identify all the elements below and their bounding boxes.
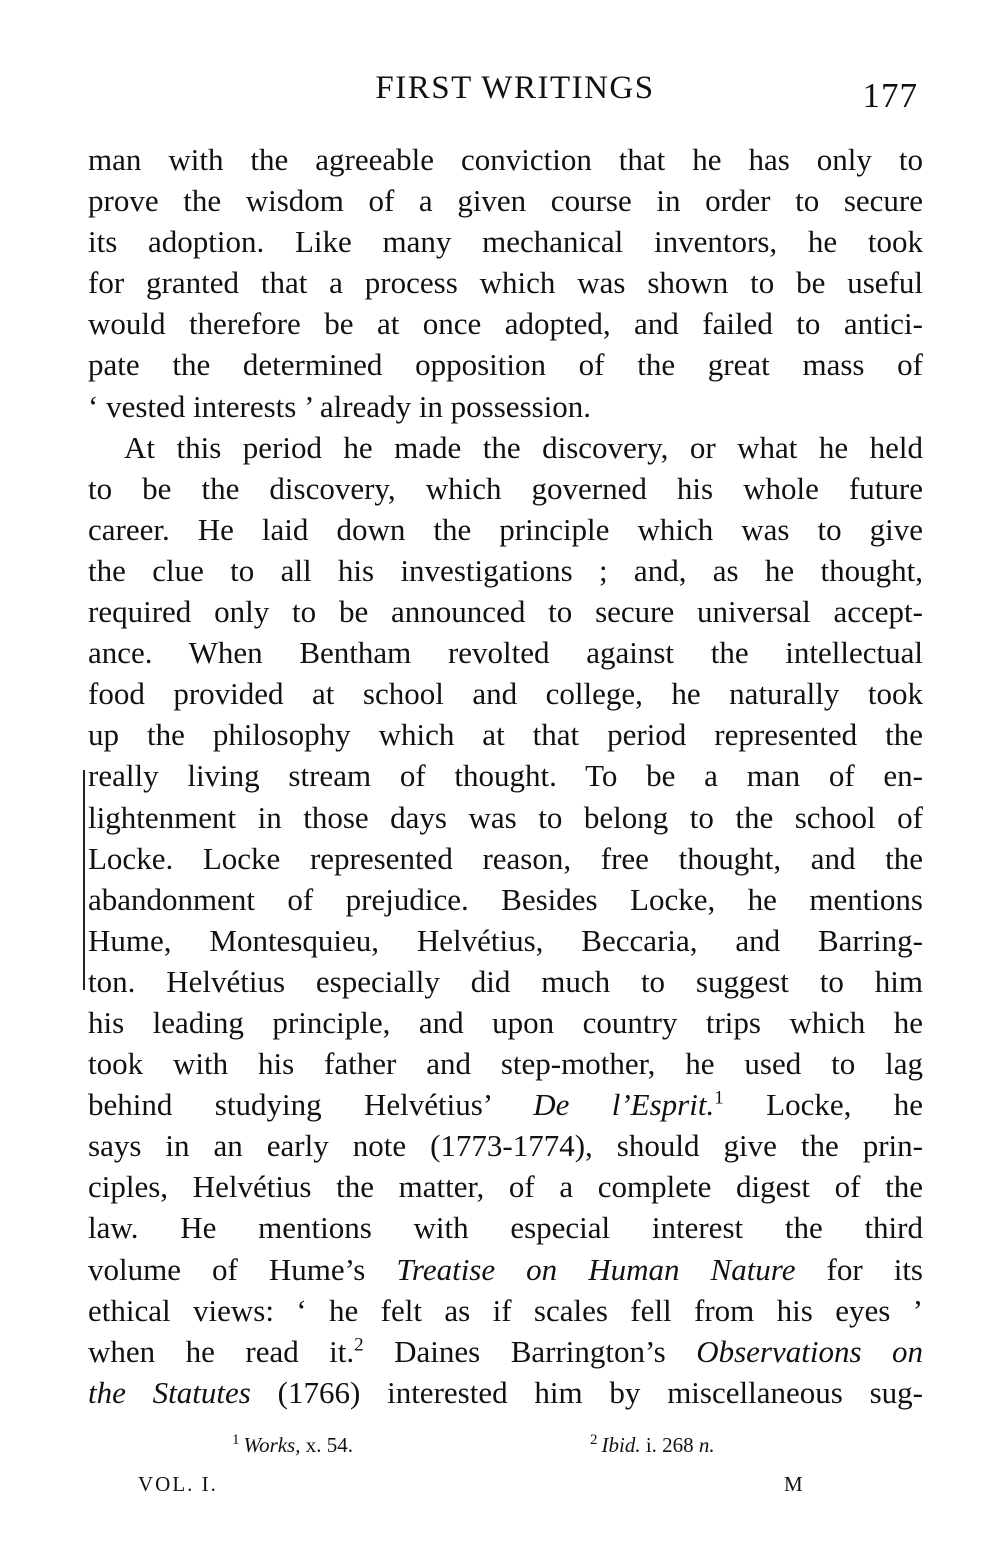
text-line: for granted that a process which was shown to be useful bbox=[88, 265, 923, 301]
footnote-1 bbox=[232, 1432, 353, 1458]
footnote-number: 2 bbox=[590, 1432, 598, 1448]
footnote-text: i. 268 bbox=[640, 1433, 699, 1457]
text-line: At this period he made the discovery, or what he held bbox=[124, 429, 923, 465]
footnote-text: x. 54. bbox=[300, 1433, 353, 1457]
text-line: law. He mentions with especial interest the third bbox=[88, 1210, 923, 1246]
text-line: ethical views: ‘ he felt as if scales fell from his eyes ’ bbox=[88, 1292, 923, 1328]
text-line bbox=[88, 1372, 923, 1413]
footnote-tail: n. bbox=[698, 1433, 715, 1457]
text-line: ‘ vested interests ’ already in possession. bbox=[88, 388, 592, 424]
text-line: took with his father and step-mother, he used to lag bbox=[88, 1046, 923, 1082]
text-line: its adoption. Like many mechanical inventors, he took bbox=[88, 224, 923, 260]
book-title: Treatise on Human Nature bbox=[396, 1251, 796, 1287]
text-line: really living stream of thought. To be a man of en- bbox=[88, 758, 923, 794]
text-run: (1766) interested him by miscellaneous sug- bbox=[250, 1374, 923, 1410]
text-line: would therefore be at once adopted, and failed to antici- bbox=[88, 306, 923, 342]
text-line: abandonment of prejudice. Besides Locke, he mentions bbox=[88, 881, 923, 917]
footnote-number: 1 bbox=[232, 1432, 240, 1448]
text-line: ance. When Bentham revolted against the intellectual bbox=[88, 635, 923, 671]
margin-line bbox=[83, 770, 85, 990]
text-line: food provided at school and college, he naturally took bbox=[88, 676, 923, 712]
footnotes bbox=[0, 1432, 1000, 1464]
text-run: volume of Hume’s bbox=[88, 1251, 397, 1287]
text-line: ciples, Helvétius the matter, of a complete digest of the bbox=[88, 1169, 923, 1205]
text-line: lightenment in those days was to belong to the school of bbox=[88, 799, 923, 835]
text-run: Locke, he bbox=[723, 1087, 923, 1123]
text-line: ton. Helvétius especially did much to suggest to him bbox=[88, 963, 923, 999]
book-title: Observations on bbox=[696, 1333, 923, 1369]
text-run: Daines Barrington’s bbox=[363, 1333, 697, 1369]
text-line: prove the wisdom of a given course in order to secure bbox=[88, 183, 923, 219]
text-line bbox=[88, 1084, 923, 1125]
running-head bbox=[0, 70, 1000, 114]
text-line bbox=[88, 1249, 923, 1290]
text-line: to be the discovery, which governed his whole future bbox=[88, 470, 923, 506]
text-line: Hume, Montesquieu, Helvétius, Beccaria, and Barring- bbox=[88, 922, 923, 958]
text-run: behind studying Helvétius’ bbox=[88, 1087, 534, 1123]
page-footer bbox=[0, 1472, 1000, 1506]
text-line bbox=[88, 1331, 923, 1372]
signature-mark: M bbox=[784, 1472, 805, 1496]
footnote-2 bbox=[590, 1432, 715, 1458]
running-title: FIRST WRITINGS bbox=[375, 70, 655, 106]
text-line: pate the determined opposition of the great mass of bbox=[88, 347, 923, 383]
text-line: up the philosophy which at that period represented the bbox=[88, 717, 923, 753]
footnote-ref: 1 bbox=[714, 1087, 724, 1109]
text-line: required only to be announced to secure universal accept- bbox=[88, 594, 923, 630]
footnote-source: Ibid. bbox=[601, 1433, 641, 1457]
text-line: career. He laid down the principle which was to give bbox=[88, 511, 923, 547]
page-number: 177 bbox=[862, 76, 918, 115]
text-line: the clue to all his investigations ; and, as he thought, bbox=[88, 552, 923, 588]
body-text bbox=[88, 139, 923, 1413]
book-title: the Statutes bbox=[88, 1374, 251, 1410]
text-line: Locke. Locke represented reason, free thought, and the bbox=[88, 840, 923, 876]
volume-label: VOL. I. bbox=[138, 1472, 218, 1496]
text-run: for its bbox=[795, 1251, 923, 1287]
text-line: man with the agreeable conviction that he has only to bbox=[88, 142, 923, 177]
text-line: says in an early note (1773-1774), should give the prin- bbox=[88, 1128, 923, 1164]
text-line: his leading principle, and upon country trips which he bbox=[88, 1004, 923, 1040]
book-title: De l’Esprit. bbox=[533, 1087, 715, 1123]
footnote-ref: 2 bbox=[354, 1334, 364, 1356]
footnote-source: Works, bbox=[243, 1433, 301, 1457]
text-run: when he read it. bbox=[88, 1333, 355, 1369]
